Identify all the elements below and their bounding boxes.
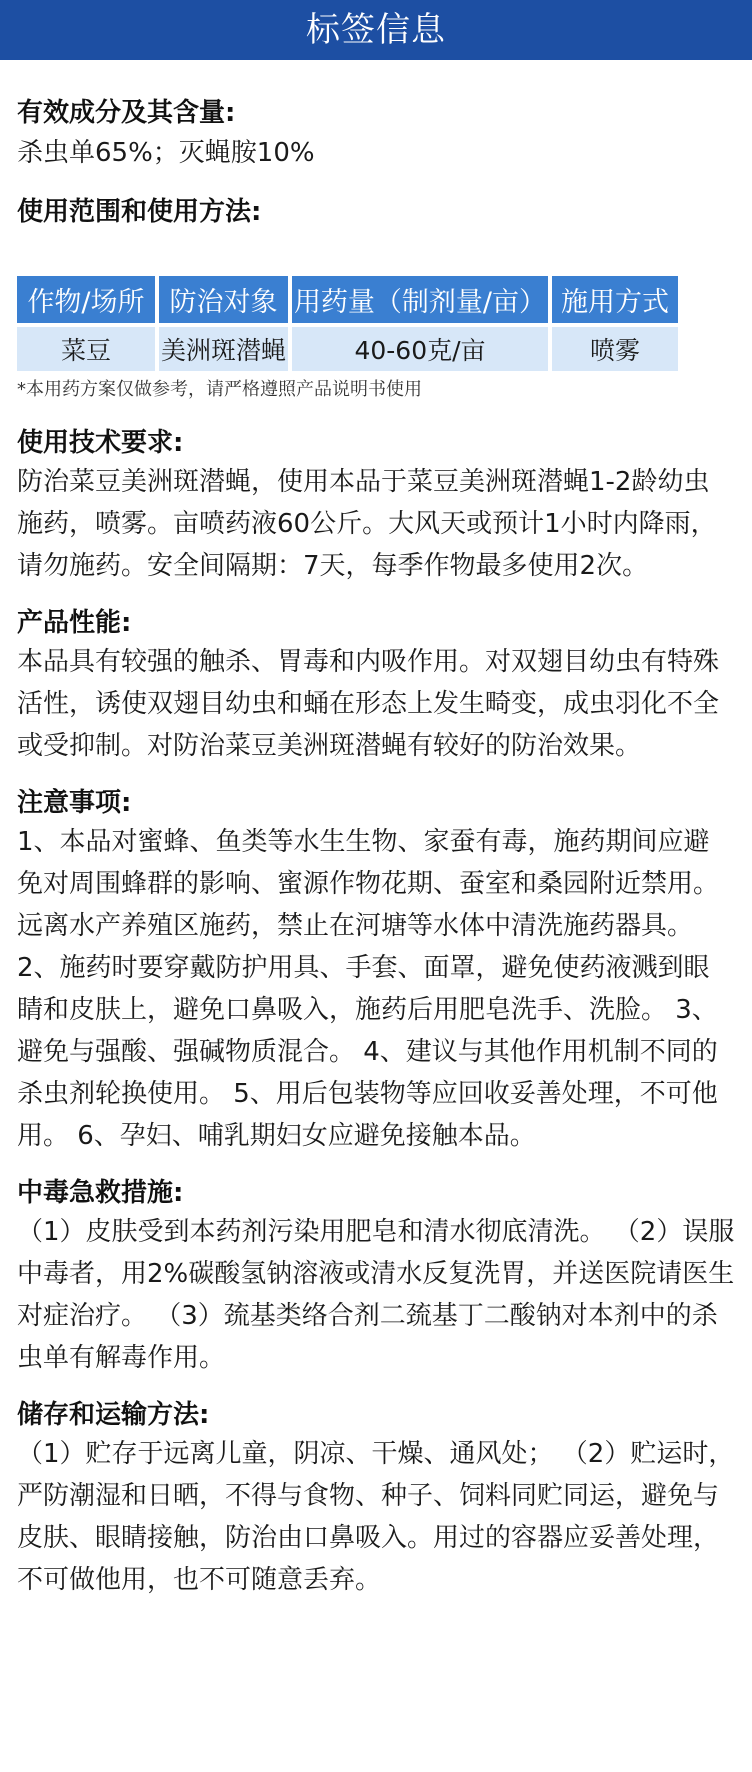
ingredients-text: 杀虫单65%；灭蝇胺10% — [17, 138, 315, 168]
storage-section — [17, 1397, 735, 1601]
performance-heading: 产品性能: — [17, 608, 132, 638]
precautions-heading: 注意事项: — [17, 788, 132, 818]
table-header-crop: 作物/场所 — [17, 276, 155, 327]
table-cell-crop: 菜豆 — [17, 327, 155, 371]
technique-section — [17, 425, 735, 587]
table-cell-target: 美洲斑潜蝇 — [159, 327, 288, 371]
storage-text: （1）贮存于远离儿童，阴凉、干燥、通风处； （2）贮运时，严防潮湿和日晒，不得与食物、种子、饲料同贮同运，避免与皮肤、眼睛接触，防治由口鼻吸入。用过的容器应妥善处理，不可做他用，也不可随意丢弃。 — [17, 1439, 735, 1595]
technique-heading: 使用技术要求: — [17, 428, 184, 458]
first-aid-text: （1）皮肤受到本药剂污染用肥皂和清水彻底清洗。 （2）误服中毒者，用2%碳酸氢钠溶液或清水反复洗胃，并送医院请医生对症治疗。 （3）巯基类络合剂二巯基丁二酸钠对本剂中的杀虫单有解毒作用。 — [17, 1217, 735, 1373]
table-cell-method: 喷雾 — [552, 327, 678, 371]
usage-note: *本用药方案仅做参考，请严格遵照产品说明书使用 — [17, 379, 422, 400]
table-row — [17, 327, 678, 371]
technique-text: 防治菜豆美洲斑潜蝇，使用本品于菜豆美洲斑潜蝇1-2龄幼虫施药，喷雾。亩喷药液60公斤。大风天或预计1小时内降雨，请勿施药。安全间隔期：7天，每季作物最多使用2次。 — [17, 467, 717, 581]
table-header-target: 防治对象 — [159, 276, 288, 327]
page-title: 标签信息 — [306, 10, 446, 50]
ingredients-section — [17, 95, 735, 174]
table-header-method: 施用方式 — [552, 276, 678, 327]
ingredients-heading: 有效成分及其含量: — [17, 98, 236, 128]
label-content — [0, 95, 735, 1601]
table-cell-dosage: 40-60克/亩 — [292, 327, 548, 371]
usage-table — [13, 276, 682, 371]
performance-text: 本品具有较强的触杀、胃毒和内吸作用。对双翅目幼虫有特殊活性，诱使双翅目幼虫和蛹在形态上发生畸变，成虫羽化不全或受抑制。对防治菜豆美洲斑潜蝇有较好的防治效果。 — [17, 647, 720, 761]
storage-heading: 储存和运输方法: — [17, 1400, 210, 1430]
usage-section — [17, 194, 735, 402]
first-aid-heading: 中毒急救措施: — [17, 1178, 184, 1208]
precautions-text: 1、本品对蜜蜂、鱼类等水生生物、家蚕有毒，施药期间应避免对周围蜂群的影响、蜜源作物花期、蚕室和桑园附近禁用。远离水产养殖区施药，禁止在河塘等水体中清洗施药器具。 2、施药时要穿戴防护用具、手套、面罩，避免使药液溅到眼睛和皮肤上，避免口鼻吸入，施药后用肥皂洗手、洗脸。 3、避免与强酸、强碱物质混合。 4、建议与其他作用机制不同的杀虫剂轮换使用。 5、用后包装物等应回收妥善处理，不可他用。 6、孕妇、哺乳期妇女应避免接触本品。 — [17, 827, 720, 1151]
usage-heading: 使用范围和使用方法: — [17, 197, 262, 227]
first-aid-section — [17, 1175, 735, 1379]
precautions-section — [17, 785, 735, 1157]
performance-section — [17, 605, 735, 767]
page-header — [0, 0, 752, 60]
table-header-dosage: 用药量（制剂量/亩） — [292, 276, 548, 327]
usage-table-header-row — [17, 276, 678, 327]
